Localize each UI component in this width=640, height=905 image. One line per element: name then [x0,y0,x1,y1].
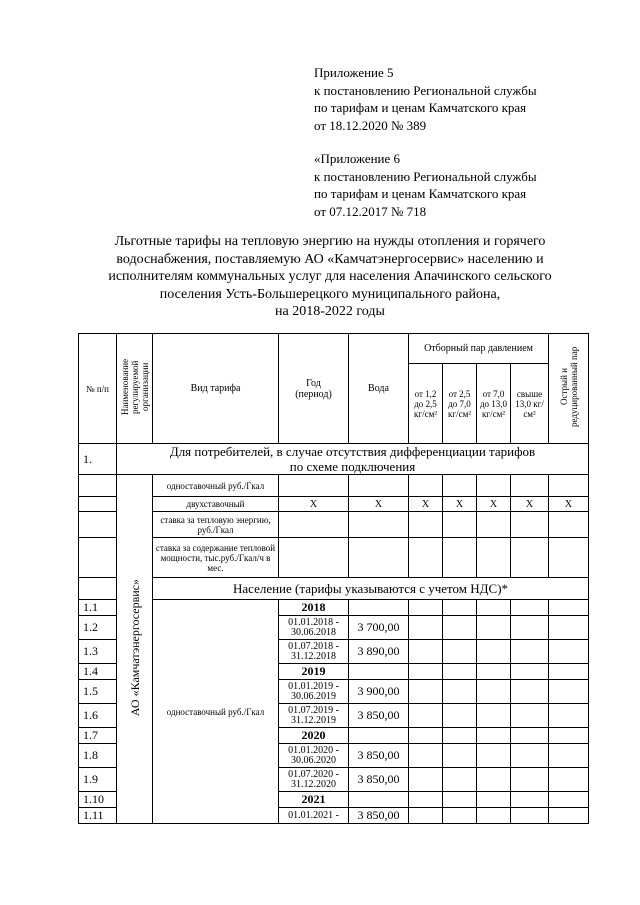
header-pressure-3: от 7,0 до 13,0 кг/см² [477,364,511,444]
tariff-table [78,333,589,824]
row-period: 01.01.2018 - 30.06.2018 [279,616,349,640]
row-num: 1.8 [79,744,117,768]
header-org [117,334,153,444]
row-num: 1.10 [79,792,117,808]
header-year: Год (период) [279,334,349,444]
row-num: 1.9 [79,768,117,792]
x-mark: X [443,497,477,512]
header-steam-group: Отборный пар давлением [409,334,549,364]
population-title: Население (тарифы указываются с учетом НДС)* [153,578,589,600]
row-period: 01.01.2021 - [279,808,349,824]
tariff-two-part: двухставочный [153,497,279,512]
section-1-num: 1. [79,444,117,475]
header-org-text: Наименование регулируемой организации [119,358,150,416]
appendix-5-header [314,64,537,134]
row-year: 2018 [279,600,349,616]
population-tariff: одноставочный руб./Гкал [153,600,279,824]
appendix-6-line-3: по тарифам и ценам Камчатского края [314,186,527,201]
row-period: 01.07.2019 - 31.12.2019 [279,704,349,728]
header-pressure-4: свыше 13,0 кг/см² [511,364,549,444]
row-price: 3 850,00 [349,808,409,824]
tariff-capacity-rate: ставка за содержание тепловой мощности, тыс.руб./Гкал/ч в мес. [153,538,279,578]
header-pressure-2: от 2,5 до 7,0 кг/см² [443,364,477,444]
row-period: 01.07.2018 - 31.12.2018 [279,640,349,664]
row-period: 01.01.2020 - 30.06.2020 [279,744,349,768]
row-num: 1.1 [79,600,117,616]
appendix-5-line-3: по тарифам и ценам Камчатского края [314,100,527,115]
section-1-title-line-1: Для потребителей, в случае отсутствия дифференциации тарифов [169,444,536,459]
row-num: 1.5 [79,680,117,704]
document-title [60,233,600,321]
header-pressure-1: от 1,2 до 2,5 кг/см² [409,364,443,444]
org-name: АО «Камчатэнергосервис» [127,578,142,717]
row-year: 2019 [279,664,349,680]
header-tariff: Вид тарифа [153,334,279,444]
x-mark: X [511,497,549,512]
appendix-6-line-2: к постановлению Региональной службы [314,168,537,184]
x-mark: X [279,497,349,512]
row-num: 1.7 [79,728,117,744]
blank-cell [79,475,117,497]
tariff-heat-rate: ставка за тепловую энергию, руб./Гкал [153,512,279,538]
section-1-title-line-2: по схеме подключения [289,459,416,474]
row-num: 1.11 [79,808,117,824]
appendix-6-header [314,150,537,220]
title-line-3: исполнителям коммунальных услуг для населения Апачинского сельского [108,269,552,284]
row-num: 1.6 [79,704,117,728]
header-sharp-steam [549,334,589,444]
title-line-1: Льготные тарифы на тепловую энергию на нужды отопления и горячего [114,234,546,249]
appendix-5-line-2: к постановлению Региональной службы [314,82,537,98]
row-price: 3 700,00 [349,616,409,640]
tariff-one-part: одноставочный руб./Гкал [153,475,279,497]
header-num: № п/п [79,334,117,444]
title-line-4: поселения Усть-Большерецкого муниципального района, [159,286,501,302]
title-line-2: водоснабжения, поставляемую АО «Камчатэнергосервис» населению и [116,251,544,267]
x-mark: X [477,497,511,512]
section-1-title [117,444,589,475]
row-price: 3 890,00 [349,640,409,664]
x-mark: X [409,497,443,512]
appendix-5-line-4: от 18.12.2020 № 389 [314,117,427,133]
row-period: 01.07.2020 - 31.12.2020 [279,768,349,792]
row-year: 2020 [279,728,349,744]
row-price: 3 850,00 [349,744,409,768]
row-num: 1.2 [79,616,117,640]
row-num: 1.4 [79,664,117,680]
row-num: 1.3 [79,640,117,664]
row-price: 3 850,00 [349,768,409,792]
x-mark: X [549,497,589,512]
header-sharp-text: Острый и редуцированный пар [558,346,579,428]
row-price: 3 900,00 [349,680,409,704]
appendix-6-line-4: от 07.12.2017 № 718 [314,203,427,219]
appendix-5-line-1: Приложение 5 [314,65,394,80]
appendix-6-line-1: «Приложение 6 [314,151,401,166]
title-line-5: на 2018-2022 годы [275,304,385,319]
x-mark: X [349,497,409,512]
header-water: Вода [349,334,409,444]
row-year: 2021 [279,792,349,808]
row-price: 3 850,00 [349,704,409,728]
org-name-cell [117,475,153,824]
row-period: 01.01.2019 - 30.06.2019 [279,680,349,704]
